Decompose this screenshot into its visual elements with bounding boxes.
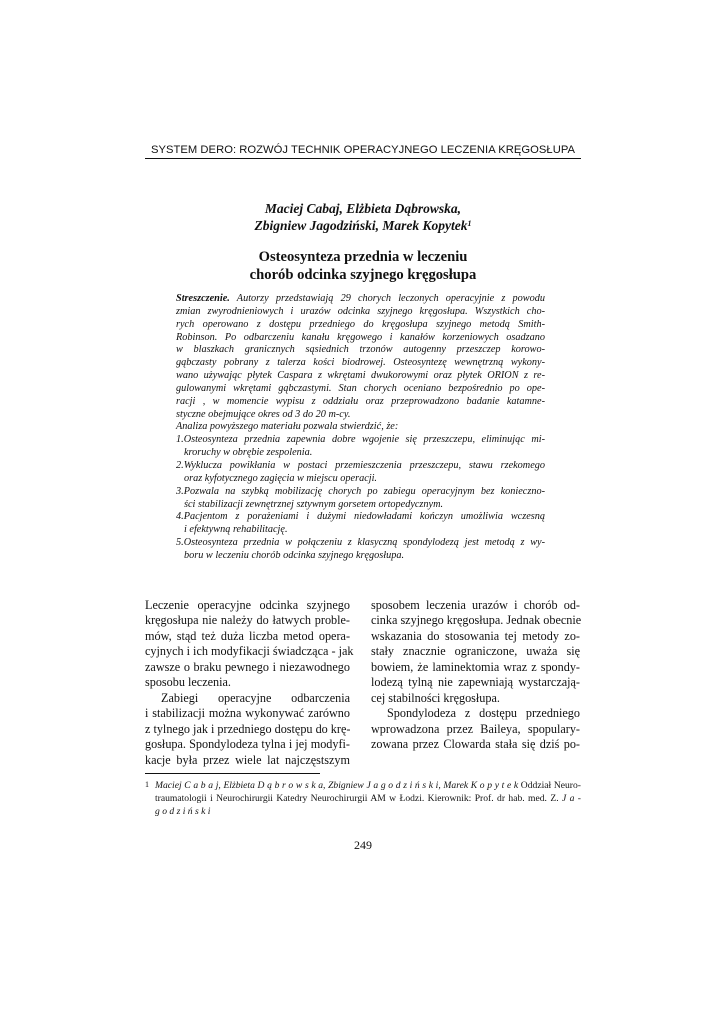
footnote-mark: 1: [145, 780, 149, 789]
abstract-line: [176, 293, 545, 306]
body-line: Leczenie operacyjne odcinka szyjnego: [145, 598, 350, 612]
footnote-line-3: [145, 805, 581, 818]
abstract-line: gulowanymi wkrętami gąbczastymi. Stan chorych oceniano bezpośrednio po ope-: [176, 382, 545, 394]
body-line: i stabilizacji można wykonywać zarówno: [145, 706, 350, 721]
abstract-line: Robinson. Po odbarczeniu kanału kręgowego i kanałów korzeniowych osadzano: [176, 331, 545, 343]
body-line: gosłupa. Spondylodeza tylna i jej modyfi-: [145, 737, 350, 752]
abstract-line: wano używając płytek Caspara z wkrętami dwukorowymi oraz płytek ORION z re-: [176, 370, 545, 382]
body-line: zowana przez Clowarda stała się dziś po-: [371, 737, 580, 752]
abstract-list-item: 3.Pozwala na szybką mobilizację chorych po zabiegu operacyjnym bez konieczno-: [176, 485, 545, 497]
body-line: lodezą tylną nie zapewniają wystarczają-: [371, 675, 580, 690]
abstract-list-item-cont: i efektywną rehabilitację.: [184, 524, 288, 536]
abstract-line-text: Autorzy przedstawiają 29 chorych leczonych operacyjnie z powodu: [229, 293, 545, 304]
body-line: stały znacznie ograniczone, uważa się: [371, 644, 580, 659]
author-list: [145, 200, 581, 234]
footnote-line-2-text: traumatologii i Neurochirurgii Katedry Neurochirurgii AM w Łodzi. Kierownik: Prof. dr hab. med. Z.: [155, 793, 562, 804]
footnote-line-3-text: g o d z i ń s k i: [155, 806, 211, 817]
footnote-line-1: [145, 779, 581, 792]
page-number: 249: [354, 838, 372, 852]
abstract-list-item: 4.Pacjentom z porażeniami i dużymi niedowładami kończyn umożliwia wczesną: [176, 511, 545, 523]
body-line: Spondylodeza z dostępu przedniego: [387, 706, 580, 721]
abstract-list-item-cont: kroruchy w obrębie zespolenia.: [184, 447, 313, 459]
body-line: cej stabilności kręgosłupa.: [371, 690, 500, 705]
body-line: wskazania do stosowania tej metody zo-: [371, 628, 580, 643]
abstract-list-item-cont: ści stabilizacji zewnętrznej sztywnym gorsetem ortopedycznym.: [184, 498, 444, 510]
footnote-line-2: [145, 792, 581, 805]
authors-line-1: Maciej Cabaj, Elżbieta Dąbrowska,: [264, 201, 462, 216]
abstract-line: gąbczasty pobrany z talerza kości biodrowej. Osteosyntezę wewnętrzną wykony-: [176, 357, 545, 369]
body-line: Zabiegi operacyjne odbarczenia: [161, 690, 350, 705]
body-line: kacje była przez wiele lat najczęstszym: [145, 752, 350, 767]
abstract-line: w blaszkach granicznych sąsiednich trzonów autogenny przeszczep korowo-: [176, 344, 545, 356]
body-line: sposobem leczenia urazów i chorób od-: [371, 598, 580, 612]
footnote-line-2-italic: J a -: [561, 793, 582, 804]
abstract-line: zmian zwyrodnieniowych i urazów odcinka szyjnego kręgosłupa. Wszystkich cho-: [176, 305, 545, 317]
authors-line-2-text: Zbigniew Jagodziński, Marek Kopytek: [254, 218, 468, 233]
body-line: bowiem, że laminektomia wraz z spondy-: [371, 659, 580, 674]
body-line: cyjnych i ich modyfikacji świadcząca - jak: [145, 644, 354, 659]
body-line: sposobu leczenia.: [145, 675, 231, 690]
footnote-rule: [145, 773, 320, 774]
abstract-line: rych operowano z dostępu przedniego do kręgosłupa szyjnego metodą Smith-: [176, 318, 545, 330]
title-line-1: Osteosynteza przednia w leczeniu: [258, 249, 468, 265]
abstract-list-item: 1.Osteosynteza przednia zapewnia dobre wgojenie się przeszczepu, eliminując mi-: [176, 434, 545, 446]
body-line: mów, stąd też duża liczba metod opera-: [145, 628, 350, 643]
body-column-left: [145, 598, 354, 768]
abstract-label: Streszczenie.: [176, 293, 230, 304]
abstract: [176, 293, 545, 563]
author-footnote-mark: 1: [467, 219, 472, 228]
abstract-line: racji , w momencie wypisu z oddziału oraz przeprowadzono badanie katamne-: [176, 395, 545, 407]
body-column-right: [371, 598, 580, 753]
abstract-list-item-cont: boru w leczeniu chorób odcinka szyjnego kręgosłupa.: [184, 549, 405, 561]
abstract-line: styczne obejmujące okres od 3 do 20 m-cy.: [176, 408, 351, 420]
abstract-list-item: 2.Wyklucza powikłania w postaci przemieszczenia przeszczepu, stawu rzekomego: [176, 459, 545, 471]
abstract-list-item: 5.Osteosynteza przednia w połączeniu z klasyczną spondylodezą jest metodą z wy-: [176, 537, 545, 549]
footnote-authors: Maciej C a b a j, Elżbieta D ą b r o w s k a, Zbigniew J a g o d z i ń s k i, Marek K o p y t e k: [155, 780, 519, 791]
footnote-line-1-rest: Oddział Neuro-: [518, 780, 581, 791]
body-line: wprowadzona przez Baileya, spopulary-: [371, 721, 580, 736]
running-head: SYSTEM DERO: ROZWÓJ TECHNIK OPERACYJNEGO LECZENIA KRĘGOSŁUPA: [150, 144, 576, 156]
header-rule: [145, 158, 581, 159]
body-line: kręgosłupa nie należy do łatwych proble-: [145, 613, 350, 628]
body-line: cinka szyjnego kręgosłupa. Jednak obecnie: [371, 613, 582, 628]
footnote: [145, 779, 581, 818]
abstract-line: Analiza powyższego materiału pozwala stwierdzić, że:: [176, 421, 399, 433]
body-line: z tylnego jak i przedniego dostępu do krę-: [145, 721, 351, 736]
body-line: zawsze o braku pewnego i niezawodnego: [145, 659, 350, 674]
abstract-list-item-cont: oraz kyfotycznego zagięcia w miejscu operacji.: [184, 472, 377, 484]
authors-line-2: [145, 217, 581, 234]
title-line-2: chorób odcinka szyjnego kręgosłupa: [249, 266, 477, 283]
article-title: [145, 249, 581, 284]
